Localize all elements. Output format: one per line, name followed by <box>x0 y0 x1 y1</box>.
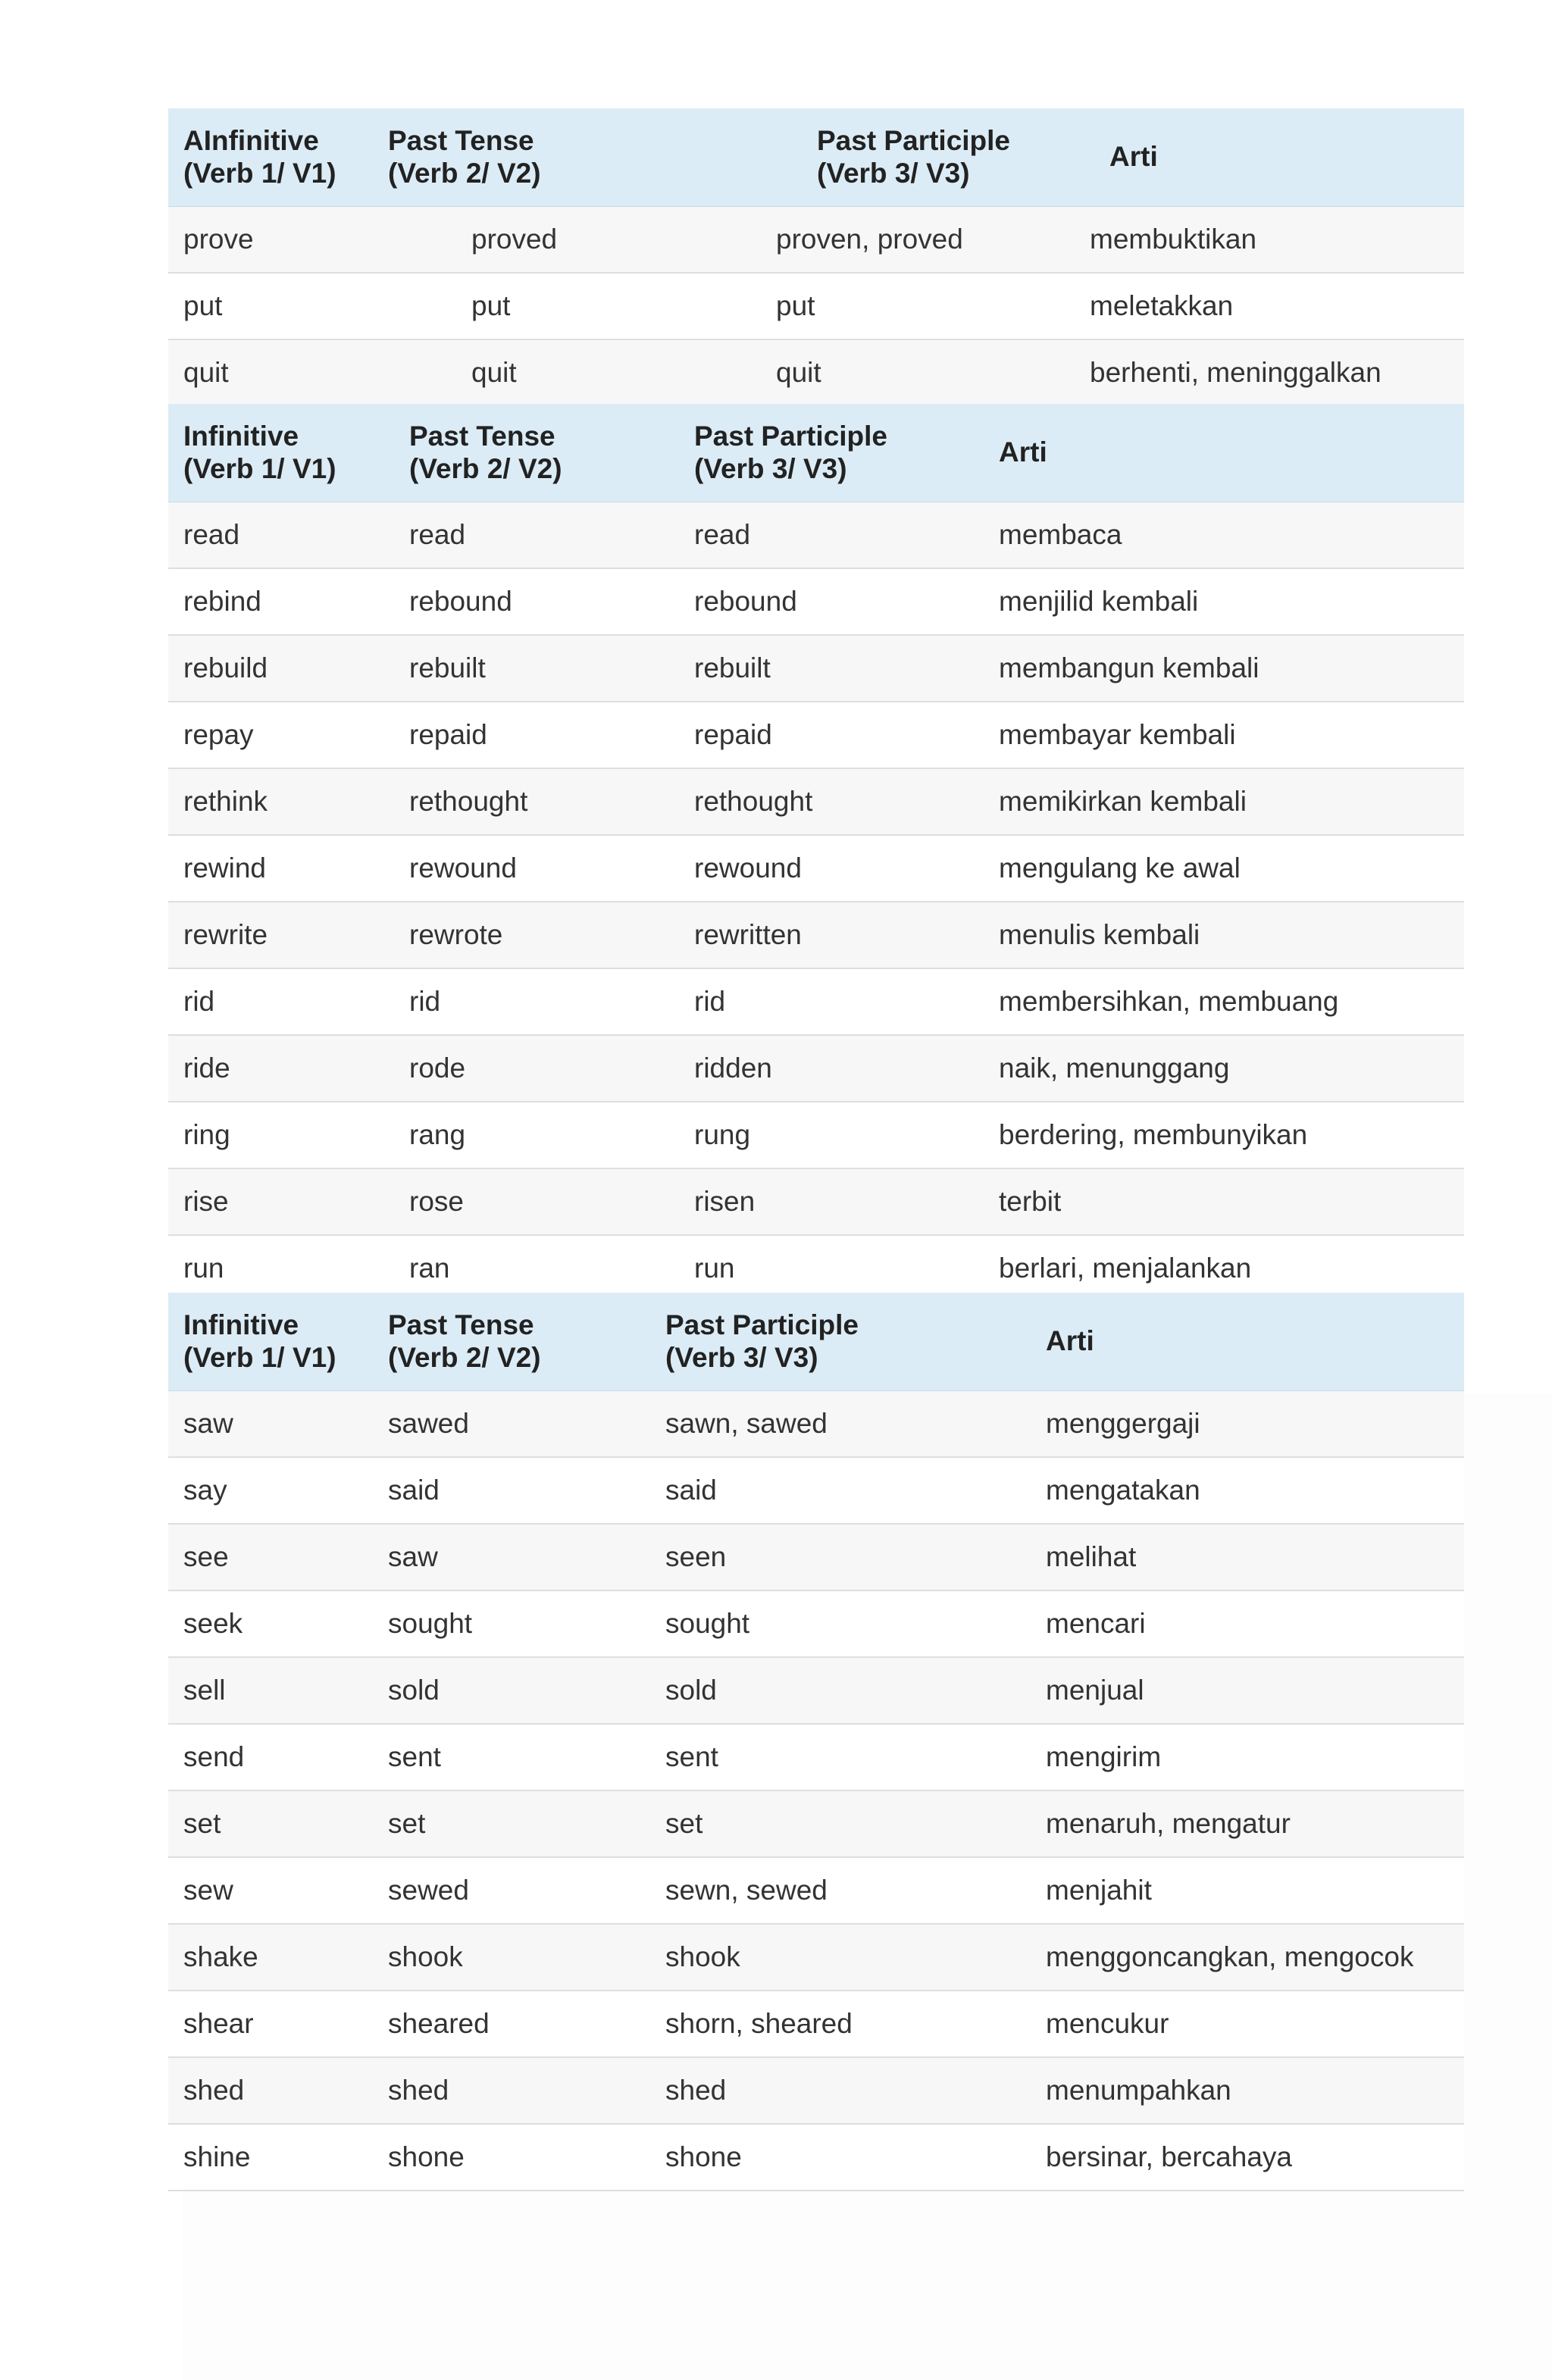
cell-past-tense: rose <box>409 1186 464 1217</box>
header-infinitive <box>183 124 336 189</box>
table-row <box>168 1102 1464 1169</box>
table-row <box>168 1169 1464 1236</box>
cell-infinitive: say <box>183 1475 227 1506</box>
cell-arti: mengulang ke awal <box>999 852 1241 884</box>
cell-infinitive: ring <box>183 1119 230 1150</box>
cell-infinitive: shear <box>183 2008 254 2039</box>
cell-past-participle: sawn, sawed <box>665 1408 828 1439</box>
table-row <box>168 569 1464 636</box>
header-line: Infinitive <box>183 421 299 452</box>
cell-past-tense: put <box>471 290 511 321</box>
table-row <box>168 1591 1464 1658</box>
header-past-tense <box>388 1309 541 1374</box>
cell-past-tense: shone <box>388 2141 465 2172</box>
cell-past-participle: rebuilt <box>694 652 771 683</box>
cell-arti: menjual <box>1046 1675 1144 1706</box>
cell-past-participle: put <box>776 290 815 321</box>
cell-past-participle: sought <box>665 1608 750 1639</box>
cell-infinitive: rise <box>183 1186 229 1217</box>
cell-infinitive: set <box>183 1808 221 1839</box>
header-line: Past Tense <box>388 1309 534 1340</box>
table-row <box>168 702 1464 769</box>
header-line: (Verb 2/ V2) <box>388 1342 541 1373</box>
cell-past-participle: sent <box>665 1741 718 1772</box>
cell-infinitive: send <box>183 1741 245 1772</box>
table-row <box>168 2125 1464 2191</box>
table-row <box>168 340 1464 407</box>
cell-arti: meletakkan <box>1090 290 1234 321</box>
table-row <box>168 502 1464 569</box>
cell-past-participle: rebound <box>694 586 797 617</box>
cell-past-participle: seen <box>665 1541 727 1572</box>
header-line: (Verb 1/ V1) <box>183 158 336 189</box>
cell-past-participle: rewritten <box>694 919 802 950</box>
cell-past-tense: rebound <box>409 586 512 617</box>
table-row <box>168 1036 1464 1102</box>
cell-arti: menumpahkan <box>1046 2075 1231 2106</box>
cell-past-tense: rid <box>409 986 441 1017</box>
header-arti: Arti <box>1109 141 1158 172</box>
cell-infinitive: prove <box>183 224 254 255</box>
cell-arti: membuktikan <box>1090 224 1257 255</box>
cell-past-tense: set <box>388 1808 426 1839</box>
table-row <box>168 1858 1464 1925</box>
cell-arti: membaca <box>999 519 1122 550</box>
cell-past-tense: sheared <box>388 2008 490 2039</box>
cell-past-tense: repaid <box>409 719 487 750</box>
header-past-participle <box>817 124 1010 189</box>
cell-past-tense: rewrote <box>409 919 503 950</box>
cell-past-participle: repaid <box>694 719 772 750</box>
cell-past-participle: said <box>665 1475 717 1506</box>
cell-arti: mencari <box>1046 1608 1146 1639</box>
cell-past-tense: saw <box>388 1541 438 1572</box>
cell-arti: berlari, menjalankan <box>999 1253 1252 1284</box>
cell-past-participle: set <box>665 1808 703 1839</box>
cell-infinitive: see <box>183 1541 229 1572</box>
cell-past-participle: rid <box>694 986 726 1017</box>
cell-arti: melihat <box>1046 1541 1137 1572</box>
cell-past-participle: run <box>694 1253 735 1284</box>
table-row <box>168 207 1464 274</box>
cell-past-participle: rewound <box>694 852 802 884</box>
table-row <box>168 1658 1464 1725</box>
cell-arti: membersihkan, membuang <box>999 986 1339 1017</box>
cell-past-tense: ran <box>409 1253 450 1284</box>
cell-past-tense: sewed <box>388 1875 469 1906</box>
header-past-participle <box>694 420 887 485</box>
cell-arti: menjahit <box>1046 1875 1152 1906</box>
verb-table <box>168 108 1464 407</box>
table-row <box>168 1725 1464 1791</box>
cell-arti: membangun kembali <box>999 652 1259 683</box>
table-row <box>168 1391 1464 1458</box>
cell-past-participle: risen <box>694 1186 756 1217</box>
cell-past-participle: shed <box>665 2075 727 2106</box>
cell-infinitive: sew <box>183 1875 233 1906</box>
table-row <box>168 1791 1464 1858</box>
cell-past-tense: rewound <box>409 852 517 884</box>
cell-past-tense: rethought <box>409 786 528 817</box>
cell-infinitive: sell <box>183 1675 226 1706</box>
table-row <box>168 1525 1464 1591</box>
cell-infinitive: read <box>183 519 240 550</box>
cell-infinitive: run <box>183 1253 224 1284</box>
cell-infinitive: ride <box>183 1052 230 1084</box>
cell-infinitive: saw <box>183 1408 233 1439</box>
cell-past-tense: quit <box>471 357 517 388</box>
cell-past-tense: rebuilt <box>409 652 486 683</box>
table-row <box>168 836 1464 902</box>
cell-infinitive: shine <box>183 2141 251 2172</box>
table-row <box>168 1925 1464 1991</box>
cell-past-tense: shed <box>388 2075 449 2106</box>
verb-table <box>168 404 1464 1303</box>
cell-arti: memikirkan kembali <box>999 786 1247 817</box>
cell-past-tense: sawed <box>388 1408 469 1439</box>
cell-past-participle: sold <box>665 1675 717 1706</box>
cell-arti: menulis kembali <box>999 919 1200 950</box>
header-line: (Verb 3/ V3) <box>665 1342 818 1373</box>
cell-infinitive: rid <box>183 986 215 1017</box>
header-line: (Verb 3/ V3) <box>817 158 970 189</box>
cell-arti: berhenti, meninggalkan <box>1090 357 1381 388</box>
table-row <box>168 2058 1464 2125</box>
cell-past-participle: proven, proved <box>776 224 963 255</box>
cell-arti: bersinar, bercahaya <box>1046 2141 1292 2172</box>
table-row <box>168 1991 1464 2058</box>
cell-infinitive: rethink <box>183 786 268 817</box>
cell-infinitive: shed <box>183 2075 245 2106</box>
table-row <box>168 769 1464 836</box>
cell-past-participle: ridden <box>694 1052 772 1084</box>
cell-infinitive: repay <box>183 719 254 750</box>
cell-arti: berdering, membunyikan <box>999 1119 1308 1150</box>
cell-past-participle: quit <box>776 357 821 388</box>
cell-infinitive: put <box>183 290 223 321</box>
cell-past-participle: read <box>694 519 751 550</box>
header-past-participle <box>665 1309 859 1374</box>
table-header <box>168 1293 1464 1391</box>
cell-past-tense: sold <box>388 1675 440 1706</box>
cell-past-tense: read <box>409 519 466 550</box>
header-arti: Arti <box>1046 1325 1094 1356</box>
cell-past-participle: rethought <box>694 786 813 817</box>
table-row <box>168 274 1464 340</box>
header-line: (Verb 3/ V3) <box>694 453 847 484</box>
header-arti: Arti <box>999 436 1047 468</box>
cell-infinitive: seek <box>183 1608 243 1639</box>
cell-infinitive: rebuild <box>183 652 268 683</box>
header-line: (Verb 2/ V2) <box>409 453 562 484</box>
table-row <box>168 636 1464 702</box>
cell-past-tense: proved <box>471 224 558 255</box>
cell-past-participle: shone <box>665 2141 742 2172</box>
table-row <box>168 969 1464 1036</box>
cell-arti: menggergaji <box>1046 1408 1200 1439</box>
header-infinitive <box>183 1309 336 1374</box>
cell-past-tense: sent <box>388 1741 441 1772</box>
header-line: Past Participle <box>694 421 888 452</box>
header-line: Infinitive <box>183 1309 299 1340</box>
header-past-tense <box>388 124 541 189</box>
cell-arti: terbit <box>999 1186 1062 1217</box>
cell-infinitive: rewrite <box>183 919 268 950</box>
cell-infinitive: quit <box>183 357 229 388</box>
table-header <box>168 108 1464 207</box>
cell-past-participle: shook <box>665 1941 740 1972</box>
table-row <box>168 902 1464 969</box>
cell-arti: menggoncangkan, mengocok <box>1046 1941 1414 1972</box>
header-line: Past Tense <box>388 125 534 156</box>
header-line: AInfinitive <box>183 125 319 156</box>
cell-past-tense: sought <box>388 1608 473 1639</box>
header-line: Past Tense <box>409 421 555 452</box>
cell-past-tense: said <box>388 1475 440 1506</box>
cell-infinitive: shake <box>183 1941 258 1972</box>
table-header <box>168 404 1464 502</box>
cell-past-tense: rode <box>409 1052 466 1084</box>
cell-arti: naik, menunggang <box>999 1052 1230 1084</box>
cell-past-participle: rung <box>694 1119 751 1150</box>
cell-arti: membayar kembali <box>999 719 1236 750</box>
cell-past-participle: shorn, sheared <box>665 2008 853 2039</box>
cell-arti: menaruh, mengatur <box>1046 1808 1291 1839</box>
header-line: (Verb 1/ V1) <box>183 1342 336 1373</box>
cell-arti: menjilid kembali <box>999 586 1199 617</box>
cell-past-tense: rang <box>409 1119 466 1150</box>
header-line: Past Participle <box>665 1309 859 1340</box>
cell-past-participle: sewn, sewed <box>665 1875 828 1906</box>
cell-infinitive: rewind <box>183 852 266 884</box>
table-row <box>168 1458 1464 1525</box>
cell-arti: mencukur <box>1046 2008 1169 2039</box>
cell-infinitive: rebind <box>183 586 261 617</box>
header-line: (Verb 1/ V1) <box>183 453 336 484</box>
header-past-tense <box>409 420 562 485</box>
header-line: Past Participle <box>817 125 1011 156</box>
header-line: (Verb 2/ V2) <box>388 158 541 189</box>
header-infinitive <box>183 420 336 485</box>
cell-past-tense: shook <box>388 1941 463 1972</box>
verb-table <box>168 1293 1464 2191</box>
cell-arti: mengirim <box>1046 1741 1162 1772</box>
cell-arti: mengatakan <box>1046 1475 1200 1506</box>
